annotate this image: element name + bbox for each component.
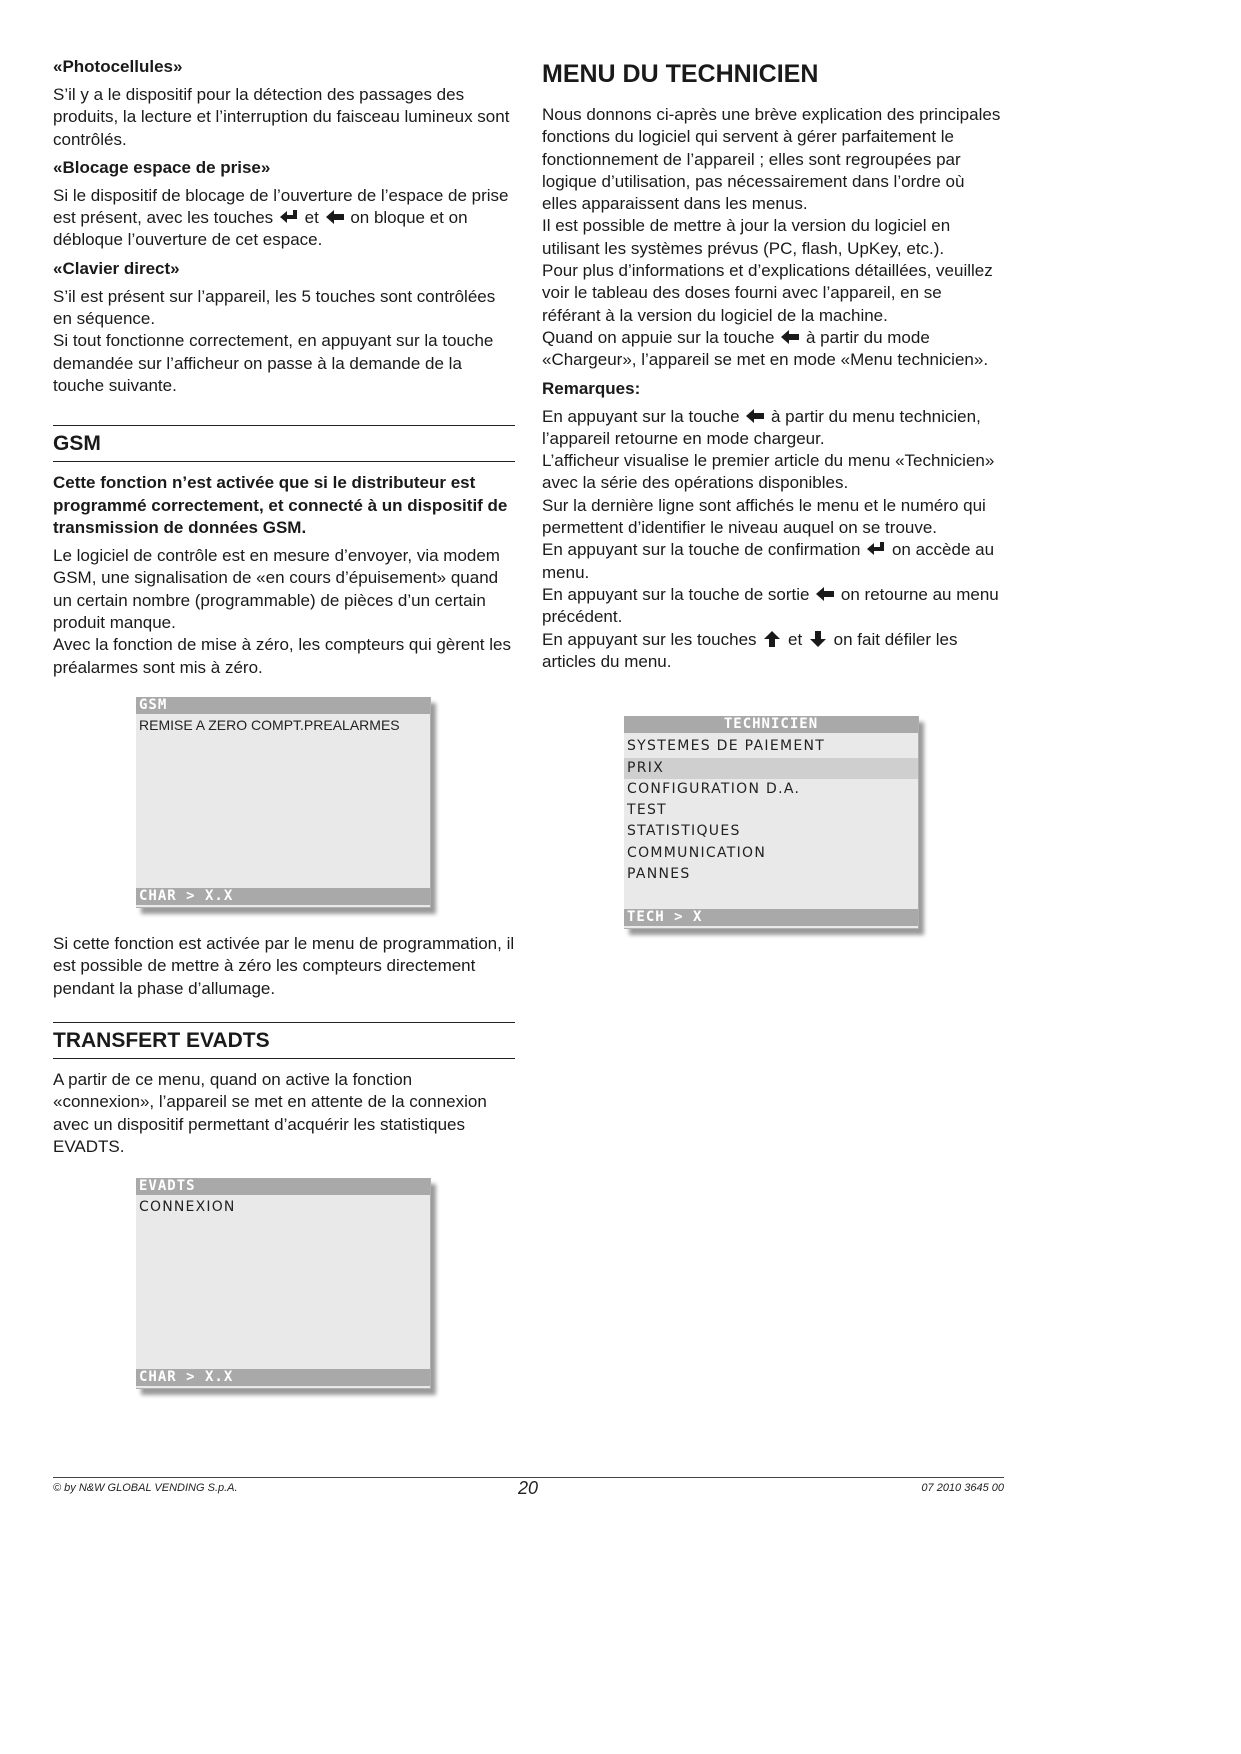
left-column [53,56,515,685]
evadts-display-line: CONNEXION [139,1199,236,1215]
gsm-text-1: Le logiciel de contrôle est en mesure d’envoyer, via modem GSM, une signalisation de «en cours d’épuisement» quand un certain nombre (programmable) de pièces d’un certain produit manque. [53,546,500,633]
remark-4a: En appuyant sur la touche de confirmation [542,540,861,560]
back-arrow-icon [781,329,799,345]
clavier-title: «Clavier direct» [53,258,180,278]
intro-text-2: Il est possible de mettre à jour la version du logiciel en utilisant les systèmes prévus (PC, flash, UpKey, etc.). [542,216,951,258]
blocage-text-part1: Si le dispositif de blocage de l’ouverture de l’espace de prise est présent, avec les touches [53,185,509,228]
menu-item-communication[interactable]: COMMUNICATION [627,845,767,861]
evadts-section [53,1022,515,1164]
remark-3: Sur la dernière ligne sont affichés le menu et le numéro qui permettent d’identifier le niveau auquel on se trouve. [542,495,986,538]
remark-2: L’afficheur visualise le premier article du menu «Technicien» avec la série des opérations disponibles. [542,451,995,493]
gsm-display-header: GSM [136,697,430,714]
back-arrow-icon [326,209,344,225]
blocage-title: «Blocage espace de prise» [53,157,271,177]
photocellules-title: «Photocellules» [53,57,183,76]
technicien-display-footer: TECH > X [624,909,918,926]
up-arrow-icon [763,631,781,647]
evadts-display-header: EVADTS [136,1178,430,1195]
menu-item-configuration[interactable]: CONFIGURATION D.A. [627,781,801,797]
remark-4b: on accède au menu. [542,540,995,582]
gsm-section-title: GSM [53,425,515,462]
remark-4 [542,539,1004,584]
menu-item-systemes-paiement[interactable]: SYSTEMES DE PAIEMENT [627,738,826,754]
remarques-title: Remarques: [542,378,641,398]
right-column [542,56,1004,679]
remark-1a: En appuyant sur la touche [542,406,740,426]
gsm-after-text: Si cette fonction est activée par le menu de programmation, il est possible de mettre à zéro les compteurs directement pendant la phase d’allumage. [53,934,515,998]
remark-6b: et [788,629,803,649]
gsm-display-screen [136,697,431,908]
photocellules-text: S’il y a le dispositif pour la détection des passages des produits, la lecture et l’interruption du faisceau lumineux sont contrôlés. [53,85,510,149]
footer-code: 07 2010 3645 00 [921,1482,1004,1494]
menu-item-test[interactable]: TEST [627,802,668,818]
blocage-text [53,185,515,252]
remark-5 [542,584,1004,629]
gsm-display-footer: CHAR > X.X [136,888,430,905]
footer-copyright: © by N&W GLOBAL VENDING S.p.A. [53,1482,238,1494]
remark-6c: on fait défiler les articles du menu. [542,629,958,671]
evadts-section-title: TRANSFERT EVADTS [53,1022,515,1059]
blocage-text-part2: et [304,208,319,228]
evadts-display-screen [136,1178,431,1389]
menu-item-statistiques[interactable]: STATISTIQUES [627,823,741,839]
remark-1 [542,406,1004,451]
technicien-display-screen [624,716,919,929]
down-arrow-icon [809,631,827,647]
enter-key-icon [867,541,885,557]
intro-text-4b: à partir du mode «Chargeur», l’appareil se met en mode «Menu technicien». [542,327,989,370]
clavier-text-1: S’il est présent sur l’appareil, les 5 touches sont contrôlées en séquence. [53,286,496,329]
intro-text-3: Pour plus d’informations et d’explications détaillées, veuillez voir le tableau des doses fourni avec l’appareil, en se référant à la version du logiciel de la machine. [542,261,993,325]
page-number: 20 [518,1478,539,1498]
remark-6 [542,629,1004,674]
intro-text-4 [542,327,1004,372]
intro-text-4a: Quand on appuie sur la touche [542,327,775,347]
evadts-text: A partir de ce menu, quand on active la fonction «connexion», l’appareil se met en attente de la connexion avec un dispositif permettant d’acquérir les statistiques EVADTS. [53,1070,487,1156]
remark-5b: on retourne au menu précédent. [542,584,999,627]
technicien-title: MENU DU TECHNICIEN [542,60,819,88]
blocage-text-part3: on bloque et on débloque l’ouverture de cet espace. [53,208,468,250]
enter-key-icon [280,209,298,225]
intro-text-1: Nous donnons ci-après une brève explication des principales fonctions du logiciel qui servent à gérer parfaitement le fonctionnement de l’appareil ; elles sont regroupées par logique d’utilisation, pas nécessairement dans l’ordre où elles apparaissent dans les menus. [542,105,1001,214]
remark-6a: En appuyant sur les touches [542,629,757,649]
remark-5a: En appuyant sur la touche de sortie [542,584,810,604]
clavier-text-2: Si tout fonctionne correctement, en appuyant sur la touche demandée sur l’afficheur on passe à la demande de la touche suivante. [53,331,494,395]
back-arrow-icon [746,408,764,424]
menu-item-prix[interactable]: PRIX [624,758,918,779]
gsm-bold-text: Cette fonction n’est activée que si le distributeur est programmé correctement, et connecté à un dispositif de transmission de données GSM. [53,473,508,537]
menu-item-pannes[interactable]: PANNES [627,866,691,882]
technicien-display-header: TECHNICIEN [624,716,918,733]
gsm-display-line: REMISE A ZERO COMPT.PREALARMES [139,717,400,733]
gsm-text-2: Avec la fonction de mise à zéro, les compteurs qui gèrent les préalarmes sont mis à zéro. [53,635,511,677]
back-arrow-icon [816,586,834,602]
remark-1b: à partir du menu technicien, l’appareil retourne en mode chargeur. [542,406,981,448]
evadts-display-footer: CHAR > X.X [136,1369,430,1386]
